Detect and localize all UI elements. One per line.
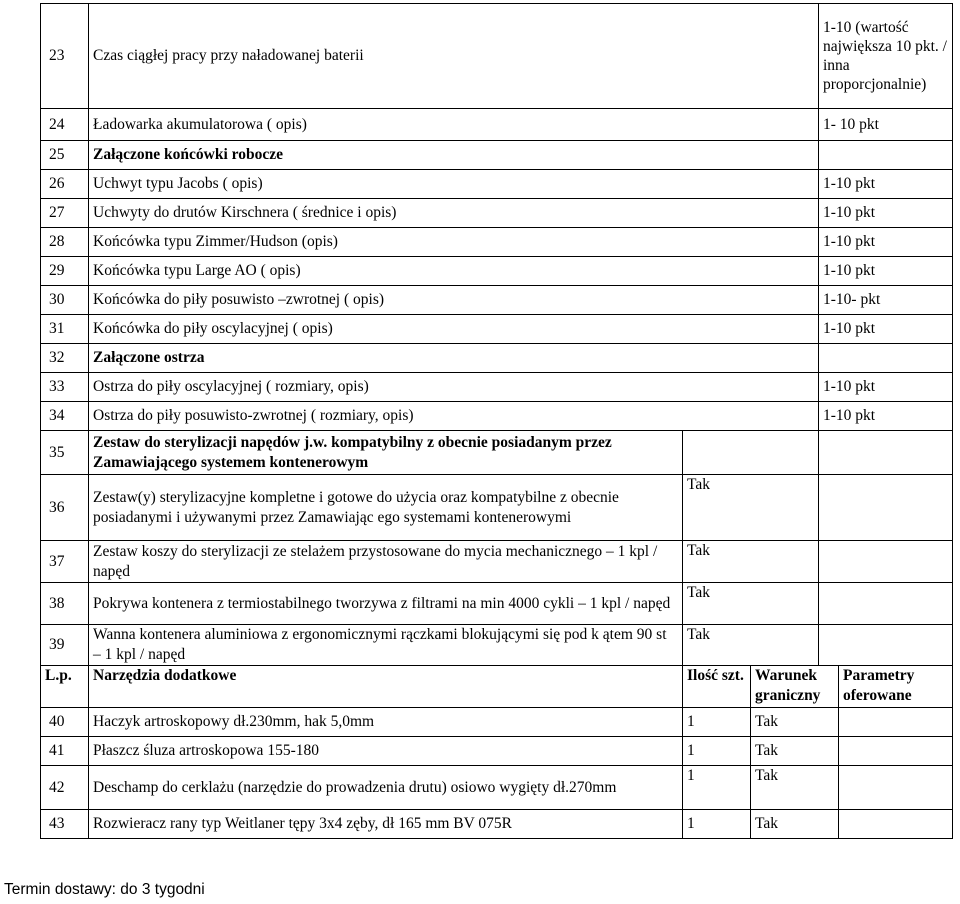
table-row — [41, 257, 953, 286]
table-row — [41, 344, 953, 373]
row-description: Wanna kontenera aluminiowa z ergonomicznymi rączkami blokującymi się pod k ątem 90 st – 1 kpl / napęd — [89, 625, 683, 666]
parameters-table-a — [40, 3, 953, 431]
row-params — [819, 625, 953, 666]
row-description: Załączone ostrza — [89, 344, 819, 373]
row-value: 1-10 pkt — [819, 315, 953, 344]
table-row — [41, 766, 953, 810]
row-number: 30 — [41, 286, 89, 315]
row-requirement: Tak — [683, 625, 819, 666]
row-number: 43 — [41, 810, 89, 839]
row-number: 25 — [41, 141, 89, 170]
table-row — [41, 228, 953, 257]
row-description: Pokrywa kontenera z termiostabilnego tworzywa z filtrami na min 4000 cykli – 1 kpl / napęd — [89, 583, 683, 625]
row-description: Końcówka do piły oscylacyjnej ( opis) — [89, 315, 819, 344]
row-number: 28 — [41, 228, 89, 257]
row-value: 1-10 pkt — [819, 170, 953, 199]
row-requirement — [683, 431, 819, 475]
table-row — [41, 199, 953, 228]
row-params — [819, 583, 953, 625]
row-number: 36 — [41, 475, 89, 541]
row-description: Ostrza do piły oscylacyjnej ( rozmiary, opis) — [89, 373, 819, 402]
table-header-row — [41, 666, 953, 708]
table-row — [41, 475, 953, 541]
header-name: Narzędzia dodatkowe — [89, 666, 683, 708]
table-row — [41, 737, 953, 766]
row-number: 24 — [41, 109, 89, 141]
row-number: 33 — [41, 373, 89, 402]
row-number: 27 — [41, 199, 89, 228]
row-description: Zestaw koszy do sterylizacji ze stelażem przystosowane do mycia mechanicznego – 1 kpl / napęd — [89, 541, 683, 583]
row-params — [839, 737, 953, 766]
row-number: 32 — [41, 344, 89, 373]
row-requirement: Tak — [683, 583, 819, 625]
row-params — [839, 766, 953, 810]
row-number: 35 — [41, 431, 89, 475]
row-requirement: Tak — [751, 708, 839, 737]
row-number: 38 — [41, 583, 89, 625]
row-description: Uchwyty do drutów Kirschnera ( średnice i opis) — [89, 199, 819, 228]
row-params — [839, 708, 953, 737]
row-value — [819, 141, 953, 170]
row-qty: 1 — [683, 766, 751, 810]
table-row — [41, 170, 953, 199]
row-description: Końcówka do piły posuwisto –zwrotnej ( opis) — [89, 286, 819, 315]
row-description: Zestaw(y) sterylizacyjne kompletne i gotowe do użycia oraz kompatybilne z obecnie posiadanymi i używanymi przez Zamawiając ego systemami kontenerowymi — [89, 475, 683, 541]
row-description: Czas ciągłej pracy przy naładowanej baterii — [89, 4, 819, 109]
row-qty: 1 — [683, 810, 751, 839]
table-row — [41, 541, 953, 583]
row-number: 42 — [41, 766, 89, 810]
table-row — [41, 625, 953, 666]
row-number: 31 — [41, 315, 89, 344]
row-qty: 1 — [683, 737, 751, 766]
row-value: 1-10 pkt — [819, 257, 953, 286]
row-description: Rozwieracz rany typ Weitlaner tępy 3x4 zęby, dł 165 mm BV 075R — [89, 810, 683, 839]
row-value: 1-10 pkt — [819, 199, 953, 228]
row-value: 1-10 (wartość największa 10 pkt. / inna proporcjonalnie) — [819, 4, 953, 109]
row-description: Załączone końcówki robocze — [89, 141, 819, 170]
table-row — [41, 708, 953, 737]
row-params — [819, 431, 953, 475]
row-requirement: Tak — [751, 810, 839, 839]
table-row — [41, 109, 953, 141]
row-value: 1-10- pkt — [819, 286, 953, 315]
row-number: 39 — [41, 625, 89, 666]
row-number: 23 — [41, 4, 89, 109]
row-number: 37 — [41, 541, 89, 583]
row-description: Deschamp do cerklażu (narzędzie do prowadzenia drutu) osiowo wygięty dł.270mm — [89, 766, 683, 810]
row-number: 26 — [41, 170, 89, 199]
row-requirement: Tak — [683, 475, 819, 541]
table-row — [41, 431, 953, 475]
table-row — [41, 402, 953, 431]
row-params — [819, 475, 953, 541]
header-requirement: Warunek graniczny — [751, 666, 839, 708]
table-row — [41, 583, 953, 625]
table-row — [41, 373, 953, 402]
row-value — [819, 344, 953, 373]
delivery-term: Termin dostawy: do 3 tygodni — [4, 881, 205, 898]
row-description: Uchwyt typu Jacobs ( opis) — [89, 170, 819, 199]
row-number: 41 — [41, 737, 89, 766]
header-params: Parametry oferowane — [839, 666, 953, 708]
row-description: Ładowarka akumulatorowa ( opis) — [89, 109, 819, 141]
table-row — [41, 4, 953, 109]
row-description: Zestaw do sterylizacji napędów j.w. kompatybilny z obecnie posiadanym przez Zamawiającego systemem kontenerowym — [89, 431, 683, 475]
row-number: 34 — [41, 402, 89, 431]
row-requirement: Tak — [751, 737, 839, 766]
row-value: 1-10 pkt — [819, 373, 953, 402]
row-number: 40 — [41, 708, 89, 737]
table-row — [41, 810, 953, 839]
row-description: Końcówka typu Large AO ( opis) — [89, 257, 819, 286]
row-params — [839, 810, 953, 839]
table-row — [41, 286, 953, 315]
sterilization-table — [40, 430, 953, 666]
table-row — [41, 315, 953, 344]
row-description: Haczyk artroskopowy dł.230mm, hak 5,0mm — [89, 708, 683, 737]
row-value: 1- 10 pkt — [819, 109, 953, 141]
row-number: 29 — [41, 257, 89, 286]
header-qty: Ilość szt. — [683, 666, 751, 708]
row-requirement: Tak — [683, 541, 819, 583]
table-row — [41, 141, 953, 170]
header-lp: L.p. — [41, 666, 89, 708]
row-description: Płaszcz śluza artroskopowa 155-180 — [89, 737, 683, 766]
tools-table — [40, 665, 953, 839]
row-requirement: Tak — [751, 766, 839, 810]
row-description: Końcówka typu Zimmer/Hudson (opis) — [89, 228, 819, 257]
row-value: 1-10 pkt — [819, 402, 953, 431]
row-value: 1-10 pkt — [819, 228, 953, 257]
row-qty: 1 — [683, 708, 751, 737]
row-params — [819, 541, 953, 583]
row-description: Ostrza do piły posuwisto-zwrotnej ( rozmiary, opis) — [89, 402, 819, 431]
